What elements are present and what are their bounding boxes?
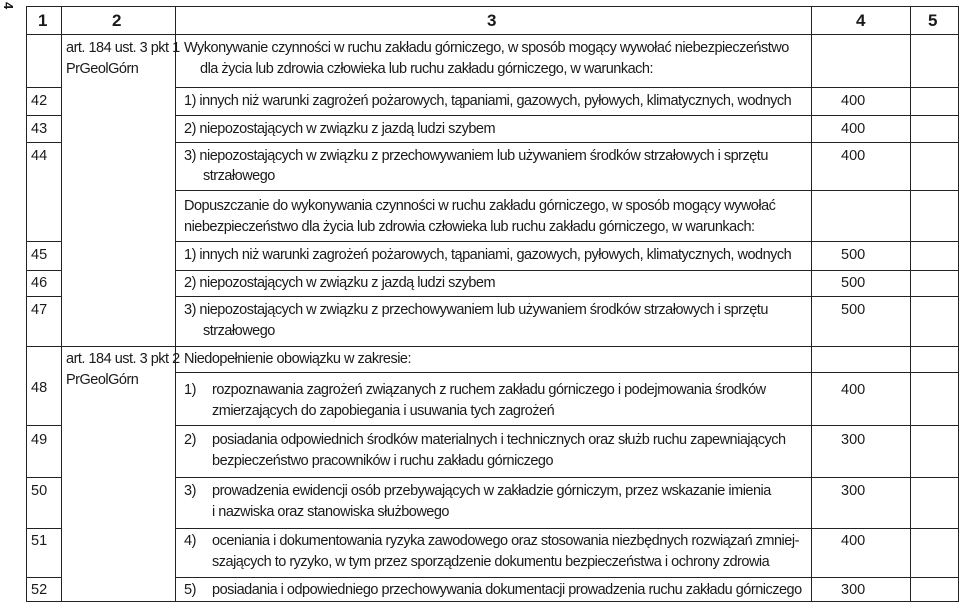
row-number: 49 (31, 432, 48, 448)
section-b-text: Dopuszczanie do wykonywania czynności w ruchu zakładu górniczego, w sposób mogący wywołać (184, 198, 776, 214)
row-number: 44 (31, 148, 48, 164)
row-amount: 500 (841, 275, 866, 291)
row-amount: 400 (841, 121, 866, 137)
row-text: bezpieczeństwo pracowników i ruchu zakładu górniczego (212, 453, 554, 469)
row-text: 3) niepozostających w związku z przechowywaniem lub używaniem środków strzałowych i sprzętu (184, 148, 768, 164)
row-amount: 400 (841, 93, 866, 109)
row-marker: 2) (184, 432, 196, 448)
row-text: 1) innych niż warunki zagrożeń pożarowych, tąpaniami, gazowych, pyłowych, klimatycznych, wodnych (184, 93, 792, 109)
legal-basis-1-act: PrGeolGórn (66, 61, 139, 77)
row-text: 2) niepozostających w związku z jazdą ludzi szybem (184, 121, 496, 137)
row-number: 42 (31, 93, 48, 109)
intro-text: Wykonywanie czynności w ruchu zakładu górniczego, w sposób mogący wywołać niebezpieczeństwo (184, 40, 789, 56)
row-text: prowadzenia ewidencji osób przebywających w zakładzie górniczym, przez wskazanie imienia (212, 483, 771, 499)
row-text: rozpoznawania zagrożeń związanych z ruchem zakładu górniczego i podejmowania środków (212, 382, 766, 398)
row-marker: 1) (184, 382, 196, 398)
row-text: 1) innych niż warunki zagrożeń pożarowych, tąpaniami, gazowych, pyłowych, klimatycznych, wodnych (184, 247, 792, 263)
row-amount: 400 (841, 382, 866, 398)
legal-basis-2: art. 184 ust. 3 pkt 2 (66, 351, 180, 367)
row-text: strzałowego (203, 323, 275, 339)
row-number: 47 (31, 302, 48, 318)
row-text: i nazwiska oraz stanowiska służbowego (212, 504, 449, 520)
row-amount: 500 (841, 247, 866, 263)
row-text: posiadania i odpowiedniego przechowywania dokumentacji prowadzenia ruchu zakładu górniczego (212, 582, 802, 598)
row-number: 50 (31, 483, 48, 499)
row-amount: 300 (841, 483, 866, 499)
legal-basis-2-act: PrGeolGórn (66, 372, 139, 388)
row-number: 48 (31, 380, 48, 396)
page-number: 4 (1, 2, 16, 10)
row-amount: 500 (841, 302, 866, 318)
row-number: 46 (31, 275, 48, 291)
header-col-1: 1 (38, 11, 48, 30)
row-amount: 300 (841, 432, 866, 448)
row-text: szających to ryzyko, w tym przez sporządzenie dokumentu bezpieczeństwa i ochrony zdrowia (212, 554, 770, 570)
legal-basis-1: art. 184 ust. 3 pkt 1 (66, 40, 180, 56)
header-col-4: 4 (856, 11, 866, 30)
row-amount: 300 (841, 582, 866, 598)
row-text: posiadania odpowiednich środków materialnych i technicznych oraz służb ruchu zapewniających (212, 432, 786, 448)
row-number: 45 (31, 247, 48, 263)
intro-text: dla życia lub zdrowia człowieka lub ruchu zakładu górniczego, w warunkach: (200, 61, 654, 77)
section-c-text: Niedopełnienie obowiązku w zakresie: (184, 351, 412, 367)
row-marker: 4) (184, 533, 196, 549)
row-number: 51 (31, 533, 48, 549)
row-text: oceniania i dokumentowania ryzyka zawodowego oraz stosowania niezbędnych rozwiązań zmniej- (212, 533, 799, 549)
row-marker: 3) (184, 483, 196, 499)
row-number: 43 (31, 121, 48, 137)
row-amount: 400 (841, 533, 866, 549)
section-b-text: niebezpieczeństwo dla życia lub zdrowia człowieka lub ruchu zakładu górniczego, w warunkach: (184, 219, 755, 235)
row-text: 2) niepozostających w związku z jazdą ludzi szybem (184, 275, 496, 291)
header-col-5: 5 (928, 11, 938, 30)
row-amount: 400 (841, 148, 866, 164)
header-col-2: 2 (112, 11, 122, 30)
row-text: zmierzających do zapobiegania i usuwania tych zagrożeń (212, 403, 555, 419)
row-marker: 5) (184, 582, 196, 598)
row-text: strzałowego (203, 168, 275, 184)
row-number: 52 (31, 582, 48, 598)
row-text: 3) niepozostających w związku z przechowywaniem lub używaniem środków strzałowych i sprzętu (184, 302, 768, 318)
header-col-3: 3 (487, 11, 497, 30)
